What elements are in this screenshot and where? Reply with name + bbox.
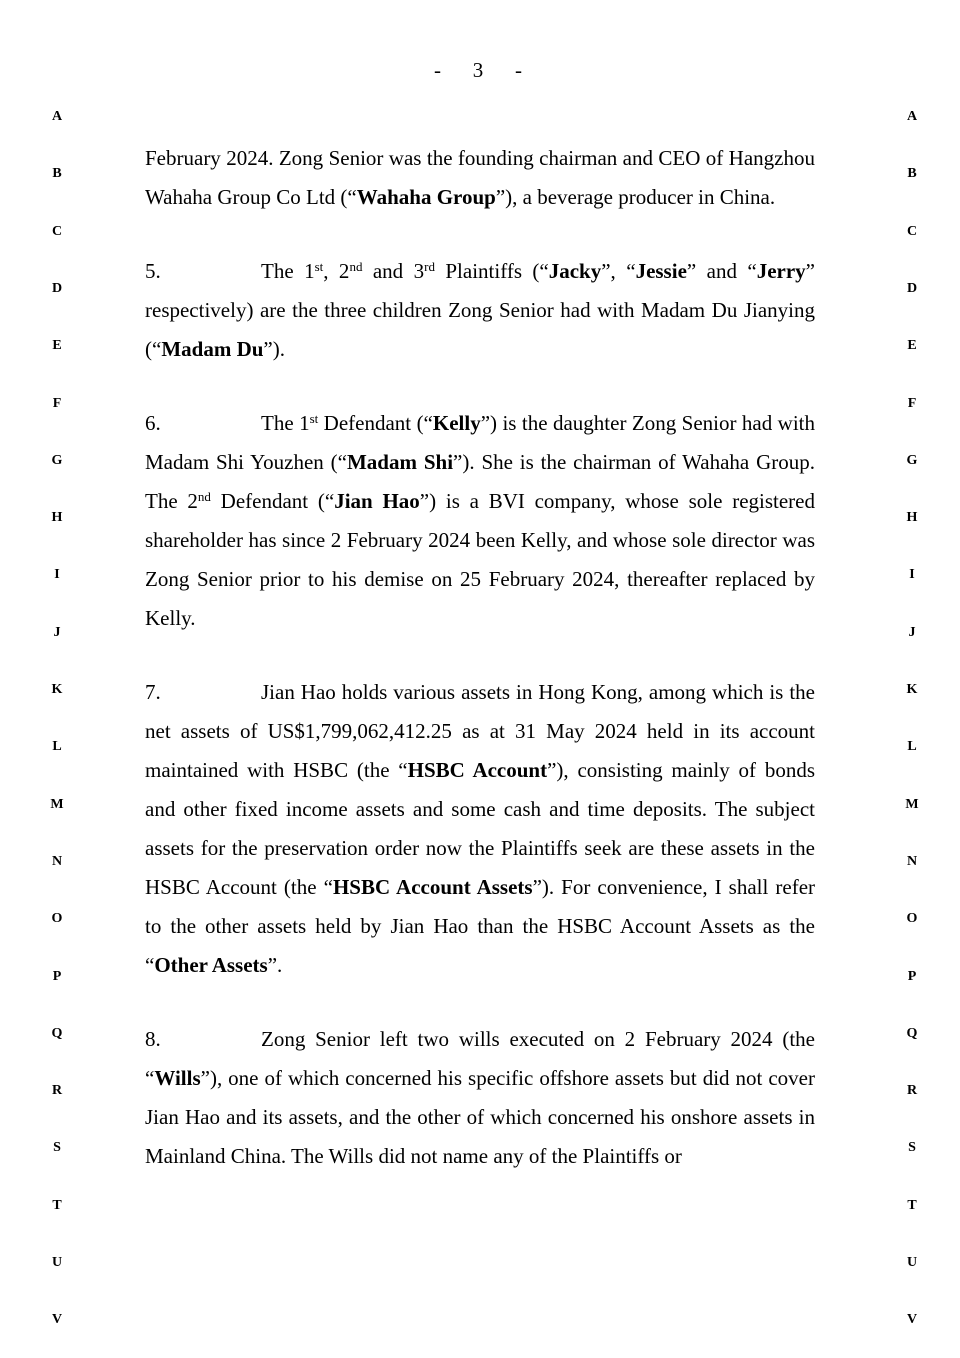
margin-letter-right: I <box>909 567 915 583</box>
margin-letter-right: A <box>906 109 918 124</box>
defined-term: HSBC Account <box>407 758 548 782</box>
paragraph-text: ” and “ <box>686 259 757 283</box>
paragraph <box>145 404 815 638</box>
margin-letter-left: L <box>52 739 62 755</box>
margin-letter-left: F <box>52 395 62 411</box>
defined-term: Jian Hao <box>334 489 420 513</box>
ordinal-suffix: st <box>309 411 319 426</box>
margin-letter-left: B <box>52 166 62 182</box>
paragraph-text: ”) is the daughter Zong Senior had with Madam Shi Youzhen (“ <box>145 411 815 474</box>
margin-letter-left: Q <box>51 1025 63 1041</box>
margin-letter-right: K <box>906 682 918 697</box>
margin-letter-right: D <box>906 280 918 296</box>
margin-letter-left: I <box>54 567 60 583</box>
paragraph-text: The 1 <box>261 411 310 435</box>
margin-letter-left: U <box>51 1255 63 1270</box>
margin-letter-right: E <box>907 338 917 354</box>
paragraph-text: , 2 <box>323 259 350 283</box>
paragraph-text: Defendant (“ <box>210 489 335 513</box>
margin-letter-right: O <box>906 911 918 927</box>
paragraph-text: Defendant (“ <box>318 411 433 435</box>
paragraph <box>145 1020 815 1176</box>
margin-letter-left: T <box>52 1197 62 1213</box>
defined-term: Wills <box>154 1066 201 1090</box>
margin-letter-left: J <box>53 624 61 640</box>
defined-term: Kelly <box>432 411 481 435</box>
margin-letter-right: Q <box>906 1025 918 1041</box>
defined-term: Jacky <box>548 259 602 283</box>
margin-letter-left: H <box>51 510 63 526</box>
margin-letter-left: K <box>51 682 63 697</box>
paragraph-text: ”). <box>263 337 285 361</box>
margin-letters-left <box>42 0 72 1358</box>
margin-letter-right: G <box>906 452 918 468</box>
paragraph-text: The 1 <box>261 259 315 283</box>
paragraph-number: 5. <box>145 259 161 283</box>
paragraph-text: ”. <box>267 953 283 977</box>
margin-letter-left: R <box>51 1083 63 1099</box>
paragraph-text: February 2024. Zong Senior was the founding chairman and CEO of Hangzhou Wahaha Group Co Ltd (“ <box>145 146 815 209</box>
defined-term: Jessie <box>635 259 687 283</box>
margin-letter-left: A <box>51 109 63 124</box>
ordinal-suffix: nd <box>349 259 363 274</box>
paragraph-number: 6. <box>145 411 161 435</box>
margin-letter-right: R <box>906 1083 918 1099</box>
paragraph <box>145 252 815 369</box>
defined-term: Madam Shi <box>346 450 454 474</box>
defined-term: Jerry <box>756 259 806 283</box>
page-number: - 3 - <box>434 58 526 82</box>
margin-letters-right <box>897 0 927 1358</box>
margin-letter-left: N <box>51 853 63 869</box>
margin-letter-right: S <box>908 1140 916 1156</box>
ordinal-suffix: rd <box>424 259 435 274</box>
margin-letter-right: V <box>906 1312 918 1328</box>
paragraph-text: and 3 <box>362 259 425 283</box>
paragraph-text: ”, “ <box>601 259 636 283</box>
margin-letter-left: D <box>51 280 63 296</box>
margin-letter-right: F <box>907 395 917 411</box>
paragraph <box>145 673 815 985</box>
ordinal-suffix: nd <box>197 489 211 504</box>
margin-letter-left: E <box>52 338 62 354</box>
defined-term: Wahaha Group <box>356 185 496 209</box>
paragraph-text: ”) is a BVI company, whose sole registered shareholder has since 2 February 2024 been Kelly, and whose sole director was Zong Senior prior to his demise on 25 February 2024, thereafter replaced by Kelly. <box>145 489 815 630</box>
margin-letter-right: P <box>907 968 917 984</box>
paragraph-text: ”), consisting mainly of bonds and other fixed income assets and some cash and time deposits. The subject assets for the preservation order now the Plaintiffs seek are these assets in the HSBC Account (the “ <box>145 758 815 899</box>
margin-letter-left: G <box>51 452 63 468</box>
paragraph-text: ”), a beverage producer in China. <box>495 185 776 209</box>
margin-letter-left: S <box>53 1140 61 1156</box>
margin-letter-left: P <box>52 968 62 984</box>
paragraph-text: ”). For convenience, I shall refer to the other assets held by Jian Hao than the HSBC Account Assets as the “ <box>145 875 816 977</box>
margin-letter-right: J <box>908 624 916 640</box>
paragraph-number: 7. <box>145 680 161 704</box>
defined-term: HSBC Account Assets <box>332 875 533 899</box>
margin-letter-right: H <box>906 510 918 526</box>
margin-letter-right: T <box>907 1197 917 1213</box>
margin-letter-left: O <box>51 911 63 927</box>
paragraph-text: ”). She is the chairman of Wahaha Group. The 2 <box>145 450 816 513</box>
ordinal-suffix: st <box>314 259 324 274</box>
paragraph-text: ”), one of which concerned his specific offshore assets but did not cover Jian Hao and its assets, and the other of which concerned his onshore assets in Mainland China. The Wills did not name any of the Plaintiffs or <box>145 1066 815 1168</box>
defined-term: Other Assets <box>154 953 268 977</box>
judgment-body <box>145 139 815 1211</box>
paragraph-text: Zong Senior left two wills executed on 2 February 2024 (the “ <box>145 1027 815 1090</box>
paragraph-text: Jian Hao holds various assets in Hong Kong, among which is the net assets of US$1,799,062,412.25 as at 31 May 2024 held in its account maintained with HSBC (the “ <box>145 680 815 782</box>
margin-letter-right: M <box>905 796 919 812</box>
margin-letter-right: N <box>906 853 918 869</box>
defined-term: Madam Du <box>161 337 264 361</box>
paragraph-number: 8. <box>145 1027 161 1051</box>
margin-letter-left: V <box>51 1312 63 1328</box>
margin-letter-right: B <box>907 166 917 182</box>
margin-letter-left: M <box>50 796 64 812</box>
paragraph-text: Plaintiffs (“ <box>434 259 549 283</box>
paragraph-text: ” respectively) are the three children Zong Senior had with Madam Du Jianying (“ <box>145 259 815 361</box>
margin-letter-right: L <box>907 739 917 755</box>
margin-letter-right: C <box>906 223 918 239</box>
margin-letter-left: C <box>51 223 63 239</box>
margin-letter-right: U <box>906 1255 918 1270</box>
paragraph <box>145 139 815 217</box>
